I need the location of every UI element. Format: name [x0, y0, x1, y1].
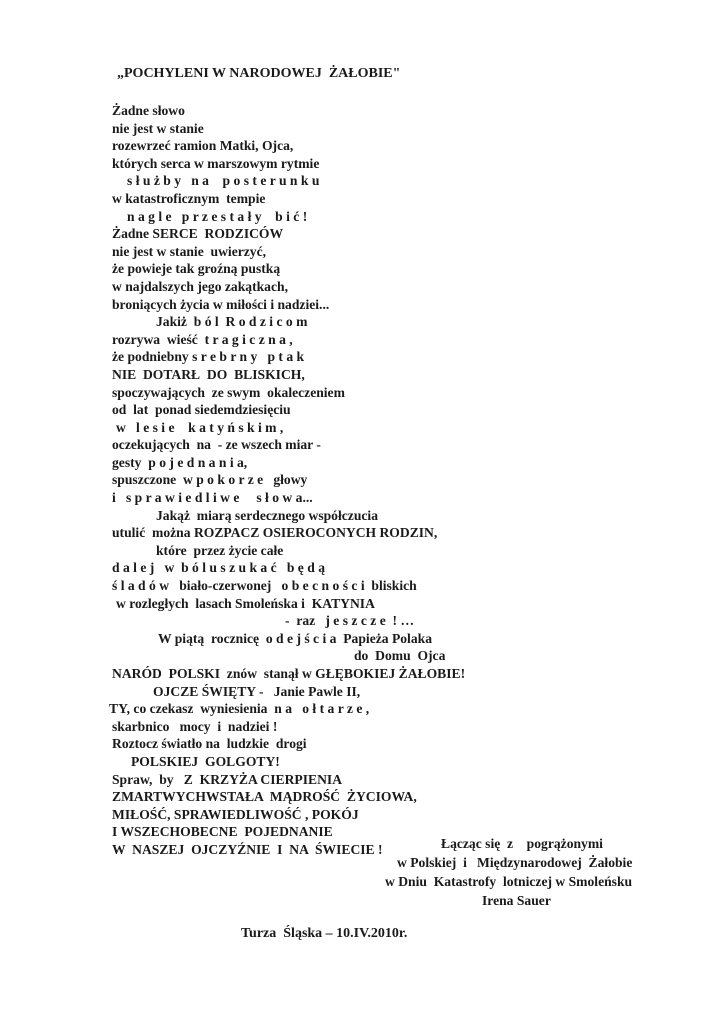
poem-line: których serca w marszowym rytmie [112, 155, 320, 171]
poem-line: spoczywających ze swym okaleczeniem [112, 384, 345, 400]
poem-line: i s p r a w i e d l i w e s ł o w a... [112, 490, 313, 506]
poem-line: NARÓD POLSKI znów stanął w GŁĘBOKIEJ ŻAŁOBIE! [112, 666, 466, 681]
poem-line: nie jest w stanie uwierzyć, [112, 243, 267, 259]
poem-line: broniących życia w miłości i nadziei... [112, 296, 330, 312]
poem-line: NIE DOTARŁ DO BLISKICH, [112, 366, 305, 382]
poem-line: gesty p o j e d n a n i a, [112, 454, 248, 470]
poem-line: do Domu Ojca [354, 648, 446, 664]
poem-line: Żadne SERCE RODZICÓW [112, 226, 284, 242]
poem-line: w l e s i e k a t y ń s k i m , [116, 419, 284, 435]
poem-line: utulić można ROZPACZ OSIEROCONYCH RODZIN, [112, 525, 438, 541]
poem-line: POLSKIEJ GOLGOTY! [131, 753, 280, 769]
signature-author: Irena Sauer [482, 893, 551, 908]
poem-line: że powieje tak groźną pustką [112, 261, 281, 277]
poem-body [0, 102, 725, 859]
poem-line: Jakiż b ó l R o d z i c o m [156, 314, 308, 330]
poem-line: W NASZEJ OJCZYŹNIE I NA ŚWIECIE ! [112, 841, 383, 857]
poem-line: s ł u ż b y n a p o s t e r u n k u [127, 173, 320, 189]
poem-line: W piątą rocznicę o d e j ś c i a Papieża Polaka [158, 630, 432, 646]
poem-title: „POCHYLENI W NARODOWEJ ŻAŁOBIE" [117, 66, 401, 81]
signature-line: w Polskiej i Międzynarodowej Żałobie [397, 855, 633, 870]
signature-block [0, 834, 725, 910]
poem-line: oczekujących na - ze wszech miar - [112, 437, 321, 453]
poem-line: - raz j e s z c z e ! … [285, 613, 415, 629]
poem-line: Jakąż miarą serdecznego współczucia [156, 507, 378, 523]
poem-line: w katastroficznym tempie [112, 190, 266, 206]
poem-line: rozewrzeć ramion Matki, Ojca, [112, 138, 294, 154]
poem-line: d a l e j w b ó l u s z u k a ć b ę d ą [112, 560, 325, 576]
poem-line: w rozległych lasach Smoleńska i KATYNIA [116, 595, 375, 611]
poem-line: I WSZECHOBECNE POJEDNANIE [112, 824, 333, 840]
poem-line: że podniebny s r e b r n y p t a k [112, 349, 305, 365]
poem-line: TY, co czekasz wyniesienia n a o ł t a r z e , [109, 701, 370, 717]
poem-line: n a g l e p r z e s t a ł y b i ć ! [127, 208, 308, 224]
poem-line: skarbnico mocy i nadziei ! [112, 718, 278, 734]
poem-line: w najdalszych jego zakątkach, [112, 278, 288, 294]
poem-line: ZMARTWYCHWSTAŁA MĄDROŚĆ ŻYCIOWA, [112, 789, 417, 805]
poem-line: spuszczone w p o k o r z e głowy [112, 472, 308, 488]
signature-line: Łącząc się z pogrążonymi [441, 836, 603, 851]
poem-line: nie jest w stanie [112, 120, 204, 136]
poem-line: OJCZE ŚWIĘTY - Janie Pawle II, [153, 683, 361, 699]
poem-line: które przez życie całe [156, 542, 284, 558]
poem-line: MIŁOŚĆ, SPRAWIEDLIWOŚĆ , POKÓJ [112, 806, 359, 822]
poem-line: ś l a d ó w biało-czerwonej o b e c n o ś c i bliskich [112, 578, 417, 594]
poem-line: Spraw, by Z KRZYŻA CIERPIENIA [112, 771, 343, 787]
poem-line: rozrywa wieść t r a g i c z n a , [112, 331, 293, 347]
signature-line: w Dniu Katastrofy lotniczej w Smoleńsku [385, 874, 633, 889]
poem-line: od lat ponad siedemdziesięciu [112, 402, 291, 418]
date-place: Turza Śląska – 10.IV.2010r. [241, 926, 408, 941]
poem-line: Żadne słowo [112, 103, 185, 118]
poem-line: Roztocz światło na ludzkie drogi [112, 736, 307, 752]
